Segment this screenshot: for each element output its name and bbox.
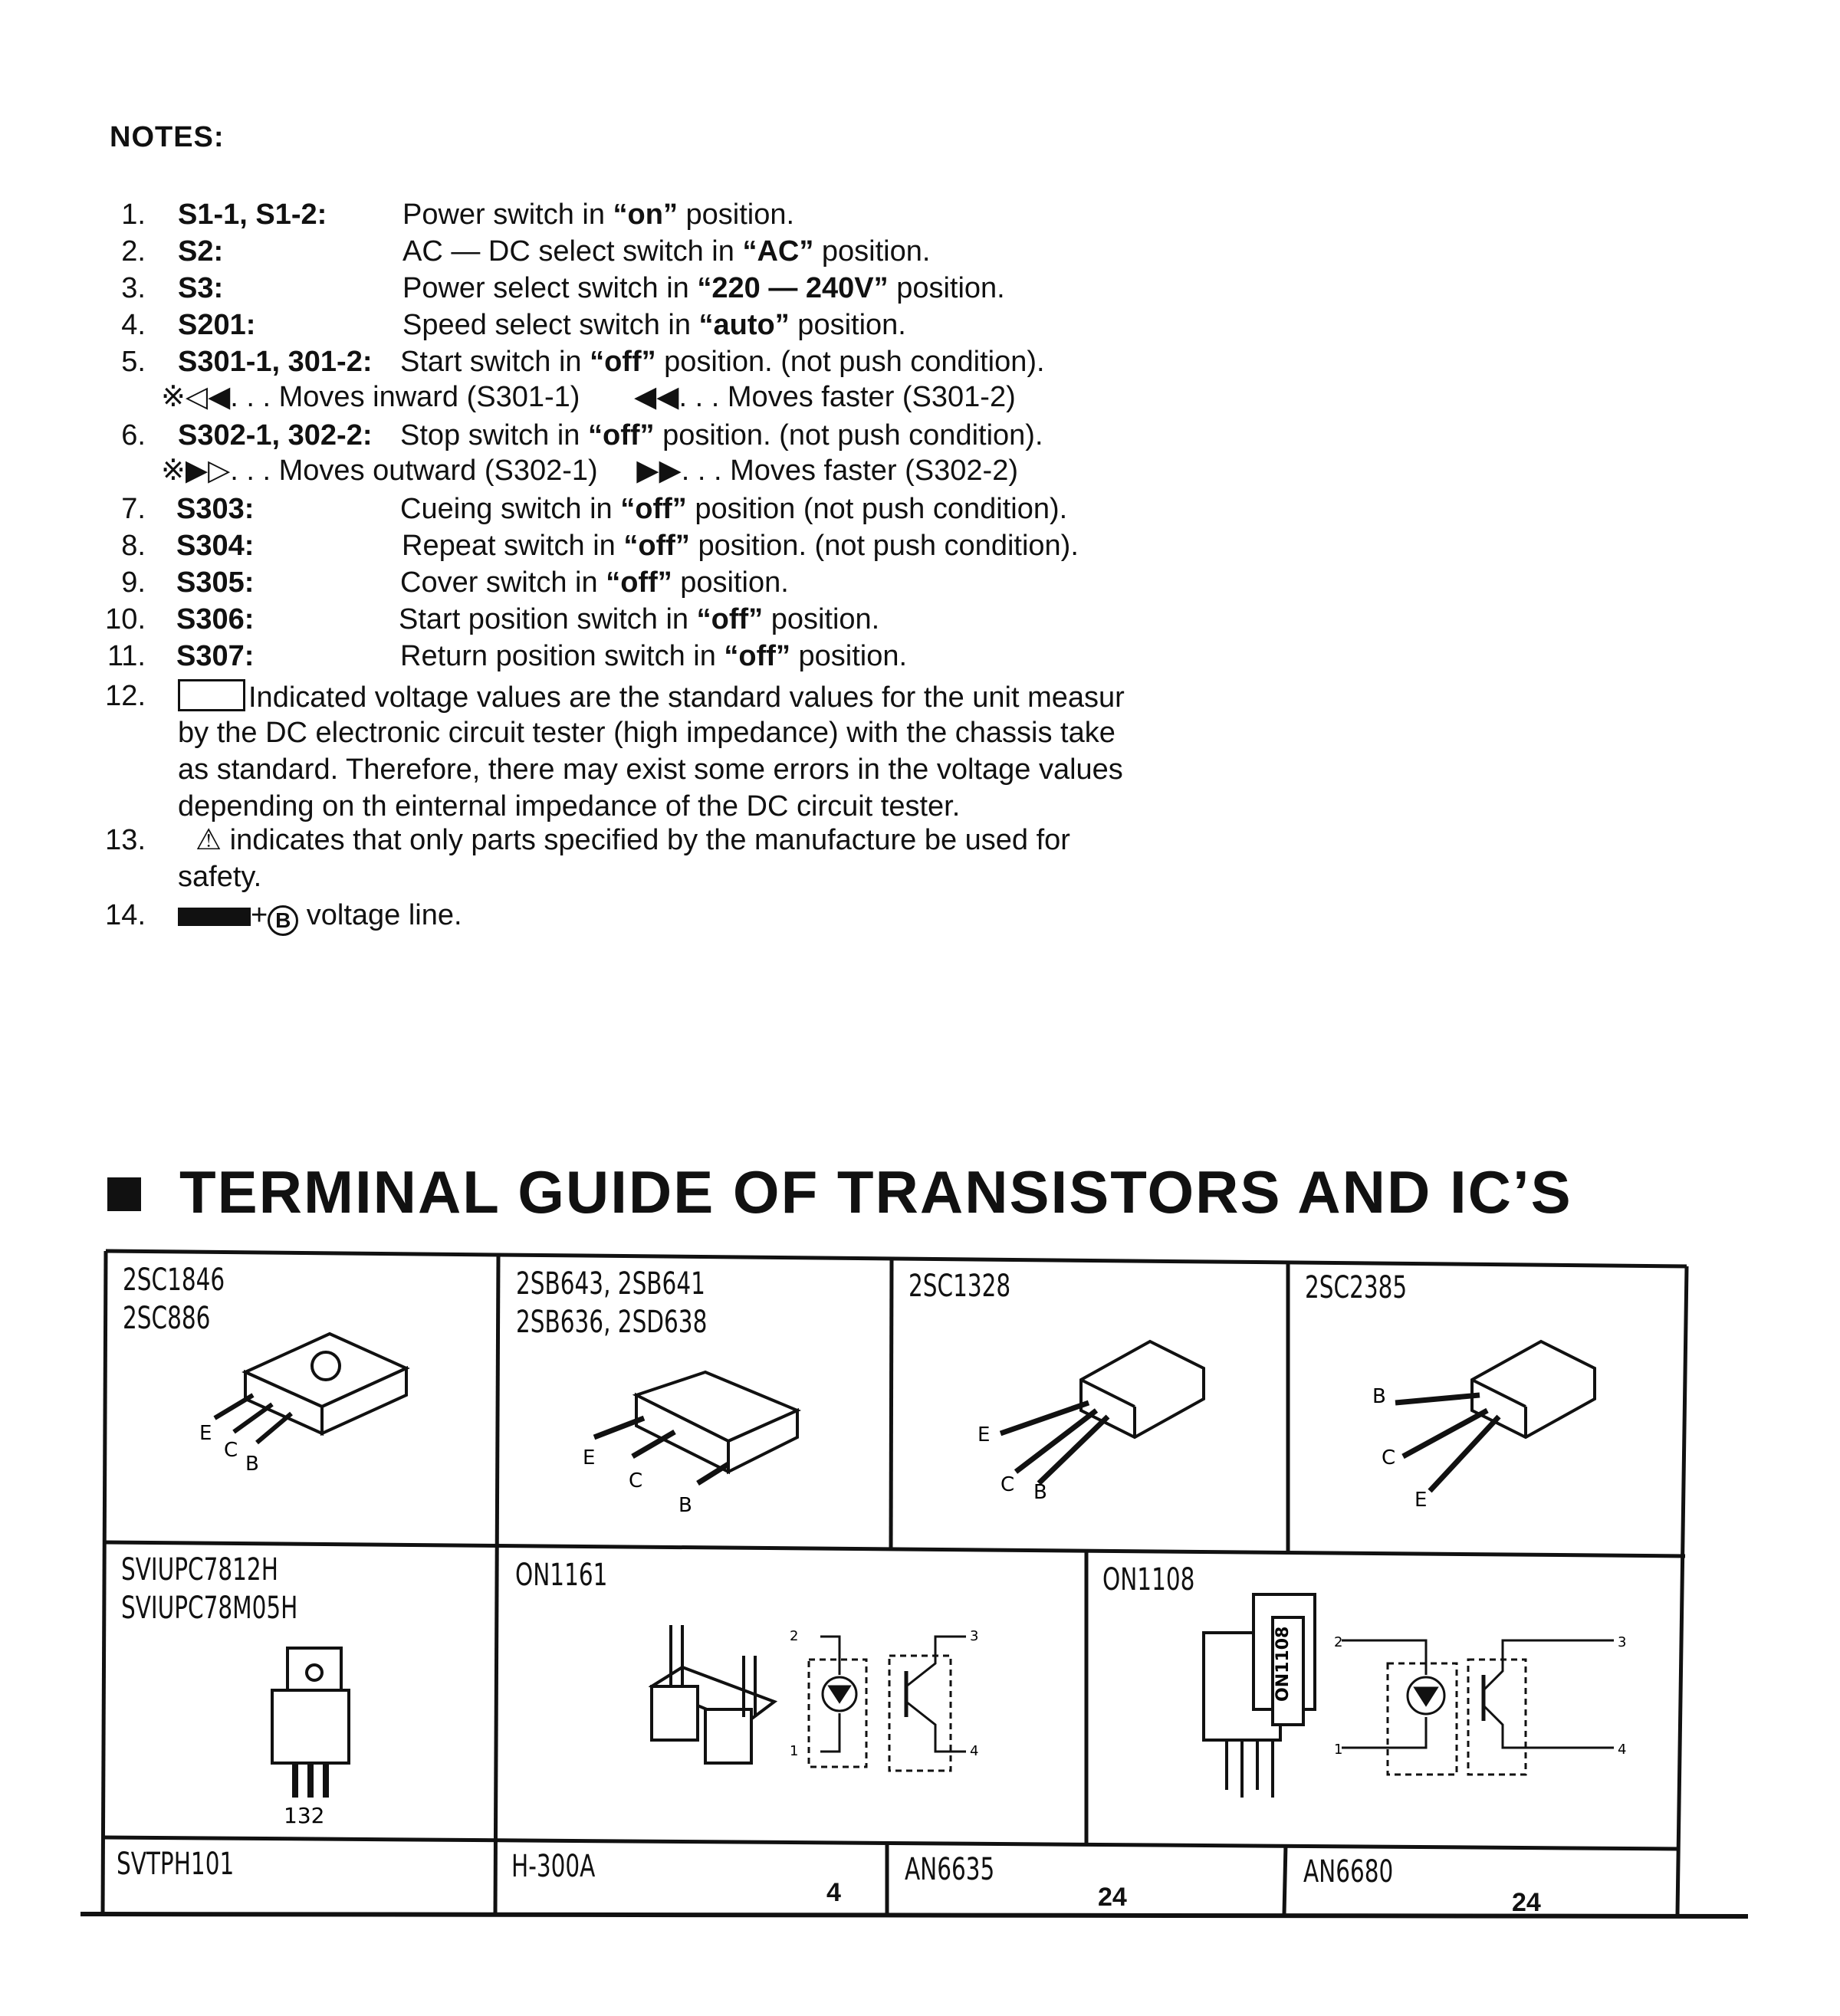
pin-c-label: C — [1001, 1473, 1015, 1496]
photo-interrupter-on1108-drawing — [1181, 1587, 1641, 1817]
page-number: 4 — [826, 1878, 841, 1907]
note-number: 9. — [121, 566, 146, 599]
note-switch-id: S303: — [176, 493, 255, 525]
note-switch-id: S201: — [178, 309, 256, 341]
note-number: 2. — [121, 235, 146, 268]
note-description: Return position switch in “off” position. — [400, 640, 908, 672]
notes-title: NOTES: — [110, 121, 225, 153]
note-switch-id: S3: — [178, 272, 224, 304]
reg-pin-labels: 132 — [284, 1803, 325, 1828]
note-12-line-2: by the DC electronic circuit tester (high impedance) with the chassis take — [178, 717, 1116, 749]
pin-b-label: B — [245, 1453, 259, 1476]
table-col-divider — [495, 1255, 498, 1914]
note-description: Start switch in “off” position. (not push condition). — [400, 346, 1045, 378]
cell-svtph101: SVTPH101 — [117, 1847, 235, 1882]
note-number: 7. — [121, 493, 146, 525]
pin-4-label: 4 — [1618, 1742, 1627, 1758]
note-number: 8. — [121, 530, 146, 562]
cell-2sb643: 2SB643, 2SB641 2SB636, 2SD638 — [516, 1266, 708, 1340]
pin-c-label: C — [224, 1439, 238, 1462]
transistor-to126-drawing — [192, 1318, 422, 1487]
pin-2-label: 2 — [1334, 1634, 1343, 1650]
note-number: 4. — [121, 309, 146, 341]
table-row-divider-2 — [104, 1837, 1679, 1849]
voltage-line-bar-icon — [178, 908, 251, 926]
pin-b-label: B — [678, 1494, 692, 1517]
table-border-top — [106, 1251, 1687, 1266]
note-number: 5. — [121, 346, 146, 378]
note-number: 13. — [105, 824, 146, 856]
transistor-to92-drawing — [974, 1326, 1227, 1502]
moves-faster-text: . . . Moves faster (S301-2) — [678, 381, 1016, 413]
photo-interrupter-on1161-drawing — [636, 1602, 997, 1794]
note-switch-id: S306: — [176, 603, 255, 635]
moves-outward-symbol: ※▶▷ — [161, 455, 231, 487]
cell-on1161: ON1161 — [515, 1558, 608, 1593]
note-12-line-1: Indicated voltage values are the standard values for the unit measur — [178, 679, 1125, 714]
note-description: Start position switch in “off” position. — [399, 603, 880, 635]
note-switch-id: S302-1, 302-2: — [178, 419, 373, 451]
on1108-marking: ON1108 — [1273, 1626, 1293, 1702]
page-bottom-edge — [80, 1914, 1748, 1916]
note-switch-id: S301-1, 301-2: — [178, 346, 373, 378]
regulator-to220-drawing — [261, 1633, 368, 1832]
moves-faster-symbol: ▶▶ — [636, 455, 682, 487]
note-description: Power select switch in “220 — 240V” position. — [402, 272, 1005, 304]
moves-inward-text: . . . Moves inward (S301-1) — [230, 381, 580, 413]
table-col-divider — [1284, 1844, 1286, 1914]
cell-2sc1328: 2SC1328 — [909, 1269, 1011, 1304]
circled-b-icon: B — [268, 905, 298, 936]
note-description: Speed select switch in “auto” position. — [402, 309, 906, 341]
table-col-divider — [891, 1258, 892, 1549]
pin-e-label: E — [583, 1446, 596, 1469]
note-number: 11. — [107, 640, 146, 672]
cell-h-300a: H-300A — [511, 1849, 596, 1884]
note-6-sub — [161, 454, 1018, 488]
pin-e-label: E — [1414, 1489, 1428, 1510]
pin-2-label: 2 — [790, 1628, 799, 1644]
note-switch-id: S304: — [176, 530, 255, 562]
note-description: Cueing switch in “off” position (not push condition). — [400, 493, 1068, 525]
note-12-line-3: as standard. Therefore, there may exist some errors in the voltage values — [178, 754, 1123, 786]
note-number: 14. — [105, 899, 146, 931]
cell-2sc1846: 2SC1846 2SC886 — [123, 1262, 225, 1336]
cell-2sc2385: 2SC2385 — [1305, 1270, 1408, 1305]
note-switch-id: S2: — [178, 235, 224, 268]
transistor-to92-drawing — [1365, 1326, 1618, 1510]
note-description: AC — DC select switch in “AC” position. — [402, 235, 931, 268]
moves-outward-text: . . . Moves outward (S302-1) — [230, 455, 598, 487]
note-number: 10. — [105, 603, 146, 635]
note-description: Cover switch in “off” position. — [400, 566, 789, 599]
note-12-line-4: depending on th einternal impedance of the DC circuit tester. — [178, 790, 961, 822]
pin-c-label: C — [629, 1469, 643, 1492]
pin-3-label: 3 — [1618, 1634, 1627, 1650]
pin-1-label: 1 — [790, 1743, 799, 1759]
warning-triangle-icon: ⚠ — [196, 824, 222, 856]
table-row-divider-1 — [106, 1542, 1685, 1556]
note-number: 3. — [121, 272, 146, 304]
note-5-sub — [161, 380, 1016, 414]
note-13-line-1: ⚠ indicates that only parts specified by the manufacture be used for — [196, 824, 1070, 856]
cell-on1108: ON1108 — [1102, 1562, 1195, 1597]
cell-sviupc7812h: SVIUPC7812H SVIUPC78M05H — [121, 1552, 298, 1626]
voltage-box-indicator — [178, 679, 245, 711]
table-border-right — [1677, 1266, 1687, 1914]
note-description: Repeat switch in “off” position. (not push condition). — [402, 530, 1079, 562]
page-number: 24 — [1512, 1888, 1541, 1917]
pin-e-label: E — [978, 1423, 991, 1446]
table-border-left — [103, 1251, 106, 1914]
moves-inward-symbol: ※◁◀ — [161, 381, 231, 413]
moves-faster-symbol: ◀◀ — [634, 381, 679, 413]
bullet-square-icon — [107, 1177, 141, 1211]
note-number: 6. — [121, 419, 146, 451]
transistor-flat-drawing — [575, 1364, 805, 1518]
pin-b-label: B — [1033, 1481, 1047, 1502]
note-switch-id: S1-1, S1-2: — [178, 199, 327, 231]
pin-e-label: E — [199, 1422, 212, 1445]
note-14-text: + B voltage line. — [178, 898, 462, 936]
cell-an6635: AN6635 — [905, 1852, 995, 1887]
note-switch-id: S305: — [176, 566, 255, 599]
pin-c-label: C — [1382, 1446, 1396, 1469]
note-description: Stop switch in “off” position. (not push condition). — [400, 419, 1043, 451]
pin-3-label: 3 — [970, 1628, 979, 1644]
note-switch-id: S307: — [176, 640, 255, 672]
note-description: Power switch in “on” position. — [402, 199, 795, 231]
cell-an6680: AN6680 — [1303, 1854, 1394, 1890]
section-title: TERMINAL GUIDE OF TRANSISTORS AND IC’S — [107, 1157, 1572, 1227]
moves-faster-text: . . . Moves faster (S302-2) — [681, 455, 1018, 487]
page-number: 24 — [1098, 1883, 1127, 1912]
note-number: 12. — [105, 680, 146, 712]
pin-b-label: B — [1372, 1385, 1386, 1408]
note-13-line-2: safety. — [178, 861, 262, 893]
pin-4-label: 4 — [970, 1743, 979, 1759]
note-number: 1. — [121, 199, 146, 231]
pin-1-label: 1 — [1334, 1742, 1343, 1758]
